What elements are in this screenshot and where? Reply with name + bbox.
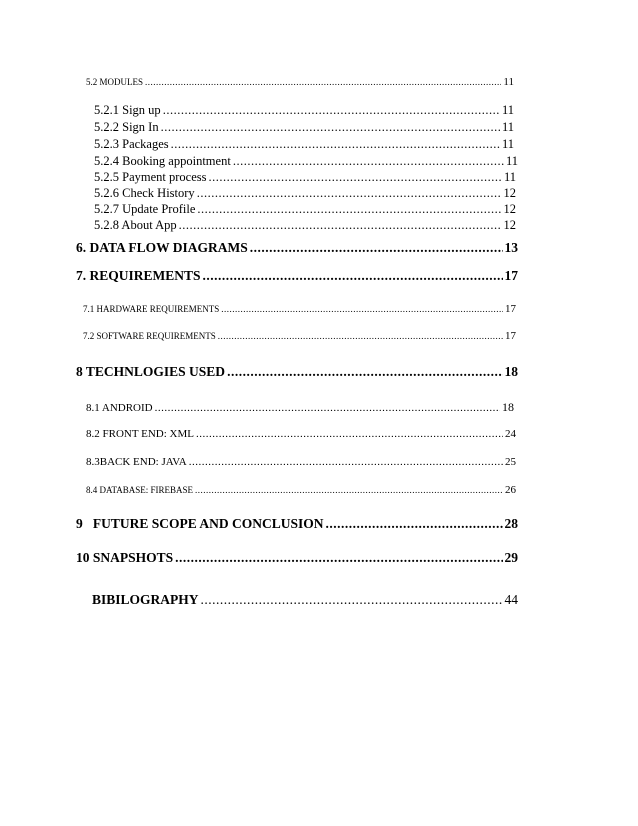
toc-leader-dots (161, 120, 500, 135)
toc-leader-dots (250, 240, 503, 256)
toc-entry-title: 5.2.6 Check History (94, 186, 195, 200)
toc-entry-future-scope (76, 516, 518, 532)
toc-entry-check-history (94, 186, 516, 201)
toc-leader-dots (201, 592, 503, 608)
toc-entry-title: 7.2 SOFTWARE REQUIREMENTS (83, 331, 216, 341)
toc-leader-dots (195, 485, 503, 495)
toc-leader-dots (155, 402, 500, 414)
toc-entry-data-flow-diagrams (76, 240, 518, 256)
toc-entry-requirements (76, 268, 518, 284)
toc-entry-about-app (94, 218, 516, 233)
toc-entry-page: 25 (505, 456, 516, 468)
toc-entry-title: 5.2.4 Booking appointment (94, 154, 231, 168)
toc-leader-dots (145, 77, 501, 87)
toc-entry-snapshots (76, 550, 518, 566)
toc-leader-dots (179, 218, 502, 233)
toc-entry-title: 8.1 ANDROID (86, 402, 153, 414)
toc-leader-dots (163, 103, 500, 118)
toc-entry-page: 11 (503, 76, 514, 88)
toc-entry-title: 7. REQUIREMENTS (76, 268, 201, 283)
toc-leader-dots (175, 550, 502, 566)
toc-entry-page: 12 (503, 202, 516, 216)
toc-entry-title: BIBILOGRAPHY (92, 592, 199, 607)
toc-entry-page: 17 (505, 330, 516, 342)
toc-entry-page: 29 (504, 550, 518, 565)
toc-entry-page: 11 (501, 120, 514, 134)
toc-entry-page: 11 (501, 137, 514, 151)
toc-entry-back-end-java (86, 456, 516, 468)
toc-entry-title: 7.1 HARDWARE REQUIREMENTS (83, 304, 220, 314)
toc-entry-title: 6. DATA FLOW DIAGRAMS (76, 240, 248, 255)
toc-entry-software-requirements (83, 330, 516, 342)
toc-entry-title: 5.2 MODULES (86, 77, 144, 87)
toc-entry-android (86, 400, 514, 415)
toc-entry-payment-process (94, 170, 516, 185)
toc-entry-page: 28 (504, 516, 518, 531)
toc-entry-title: 5.2.3 Packages (94, 137, 169, 151)
toc-entry-title: 5.2.2 Sign In (94, 120, 159, 134)
toc-entry-title: 10 SNAPSHOTS (76, 550, 174, 565)
toc-entry-title: 5.2.8 About App (94, 218, 177, 232)
toc-entry-booking-appointment (94, 154, 518, 169)
toc-entry-modules (86, 76, 514, 88)
toc-entry-page: 44 (504, 592, 518, 607)
toc-entry-sign-up (94, 103, 514, 118)
toc-entry-page: 26 (505, 484, 516, 496)
toc-leader-dots (197, 202, 501, 217)
toc-entry-page: 24 (505, 428, 516, 440)
toc-entry-page: 17 (505, 303, 516, 315)
toc-entry-page: 11 (505, 154, 518, 168)
toc-entry-page: 11 (501, 103, 514, 117)
toc-entry-title: 9 FUTURE SCOPE AND CONCLUSION (76, 516, 324, 531)
toc-leader-dots (197, 186, 502, 201)
toc-entry-title: 8.4 DATABASE: FIREBASE (86, 485, 194, 495)
toc-entry-title: 5.2.5 Payment process (94, 170, 207, 184)
toc-leader-dots (221, 304, 503, 314)
toc-leader-dots (326, 516, 503, 532)
toc-entry-technologies-used (76, 364, 518, 380)
toc-leader-dots (189, 456, 503, 468)
toc-entry-title: 5.2.7 Update Profile (94, 202, 196, 216)
toc-entry-page: 18 (502, 400, 514, 414)
toc-entry-page: 11 (503, 170, 516, 184)
toc-entry-hardware-requirements (83, 303, 516, 315)
toc-entry-title: 8.3BACK END: JAVA (86, 456, 187, 468)
toc-entry-bibliography (92, 592, 518, 608)
toc-leader-dots (218, 331, 503, 341)
toc-entry-database-firebase (86, 484, 516, 496)
toc-entry-title: 5.2.1 Sign up (94, 103, 161, 117)
toc-entry-page: 18 (504, 364, 518, 379)
toc-leader-dots (196, 428, 503, 440)
toc-leader-dots (227, 364, 502, 380)
toc-entry-update-profile (94, 202, 516, 217)
toc-entry-sign-in (94, 120, 514, 135)
toc-leader-dots (208, 170, 501, 185)
toc-leader-dots (233, 154, 504, 169)
toc-entry-packages (94, 137, 514, 152)
toc-entry-page: 13 (504, 240, 518, 255)
toc-entry-title: 8 TECHNLOGIES USED (76, 364, 226, 379)
toc-entry-page: 12 (503, 186, 516, 200)
toc-leader-dots (203, 268, 503, 284)
toc-entry-page: 17 (504, 268, 518, 283)
toc-entry-front-end-xml (86, 428, 516, 440)
toc-entry-page: 12 (503, 218, 516, 232)
toc-entry-title: 8.2 FRONT END: XML (86, 428, 194, 440)
toc-leader-dots (171, 137, 500, 152)
